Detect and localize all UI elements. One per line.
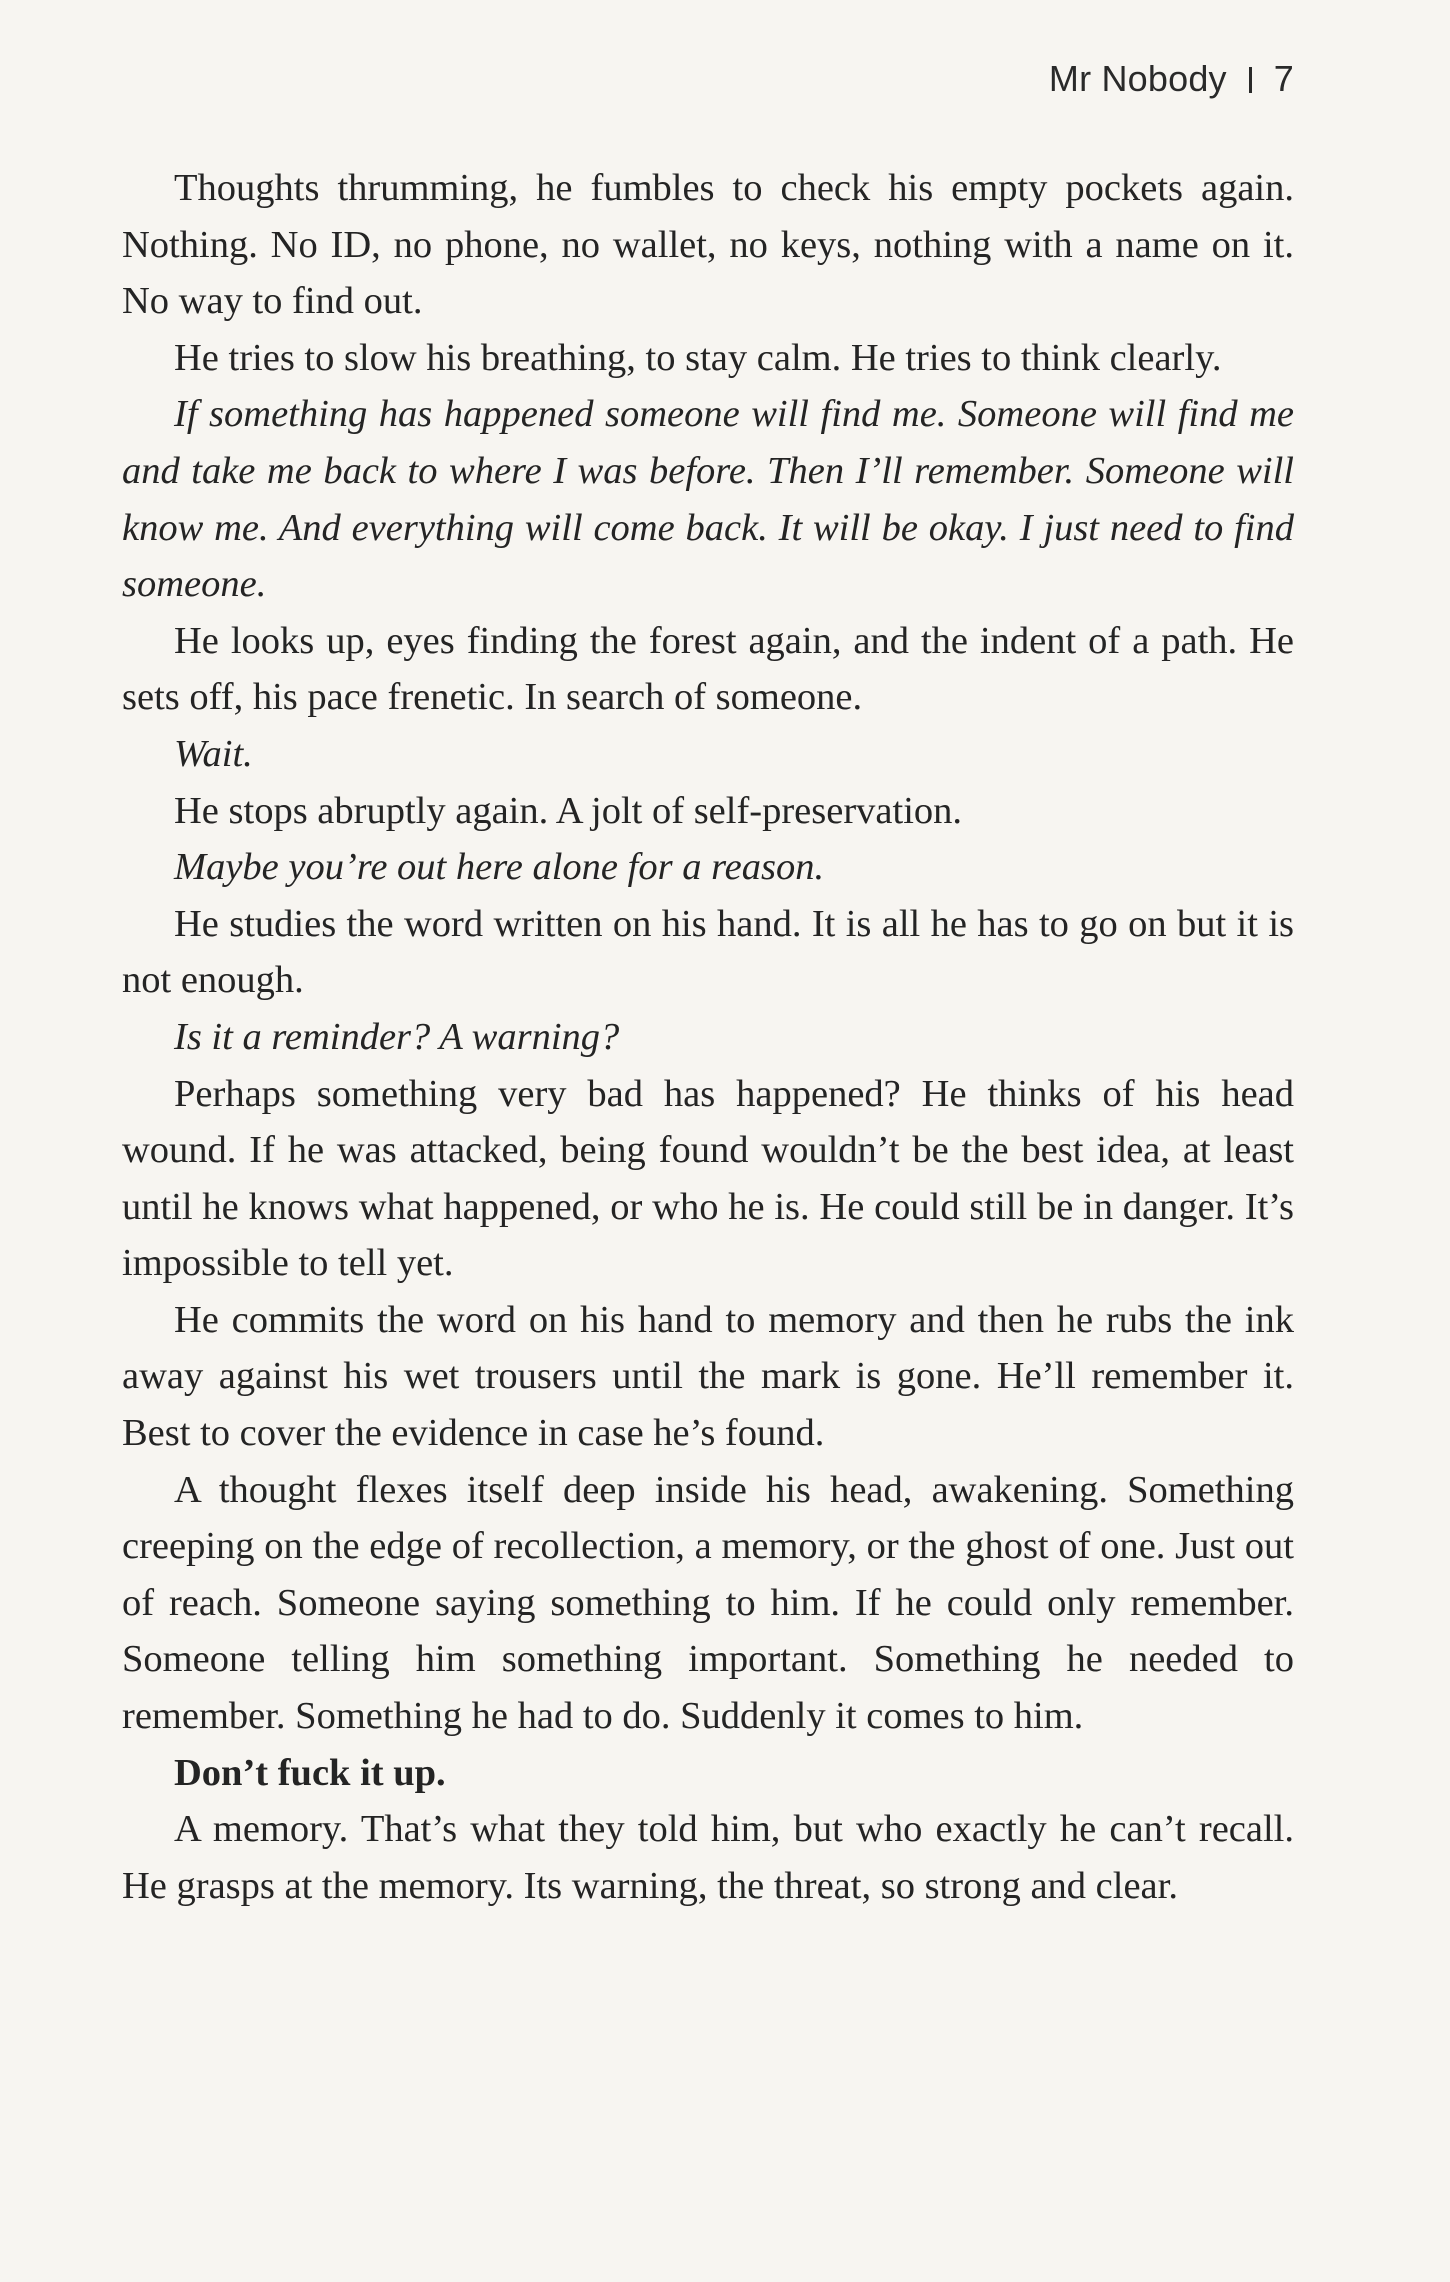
page-number: 7 [1273,58,1294,99]
paragraph-12: A thought flexes itself deep inside his head, awakening. Something creeping on the edge of recollection, a memory, or the ghost of one. Just out of reach. Someone saying something to him. If he could only remember. Someone telling him something important. Something he needed to remember. Something he had to do. Suddenly it comes to him. [122,1468,1294,1738]
paragraph-11: He commits the word on his hand to memory and then he rubs the ink away against his wet trousers until the mark is gone. He’ll remember it. Best to cover the evidence in case he’s found. [122,1298,1294,1455]
paragraph-2: He tries to slow his breathing, to stay calm. He tries to think clearly. [174,336,1222,379]
paragraph-7-thought: Maybe you’re out here alone for a reason. [174,846,825,889]
paragraph-8: He studies the word written on his hand. It is all he has to go on but it is not enough. [122,902,1294,1002]
paragraph-3-thought: If something has happened someone will find me. Someone will find me and take me back to where I was before. Then I’ll remember. Someone will know me. And everything will come back. It will be okay. I just need to find someone. [122,393,1294,606]
header-separator [1249,67,1252,93]
paragraph-1: Thoughts thrumming, he fumbles to check his empty pockets again. Nothing. No ID, no phone, no wallet, no keys, nothing with a name on it. No way to find out. [122,167,1294,323]
paragraph-10: Perhaps something very bad has happened? He thinks of his head wound. If he was attacked, being found wouldn’t be the best idea, at least until he knows what happened, or who he is. He could still be in danger. It’s impossible to tell yet. [122,1072,1294,1285]
paragraph-6: He stops abruptly again. A jolt of self-preservation. [174,789,963,832]
running-title: Mr Nobody [1048,58,1227,99]
paragraph-4: He looks up, eyes finding the forest again, and the indent of a path. He sets off, his pace frenetic. In search of someone. [122,619,1294,719]
paragraph-13-memory: Don’t fuck it up. [174,1751,446,1794]
paragraph-9-thought: Is it a reminder? A warning? [174,1015,620,1058]
body-text [122,160,1294,1914]
paragraph-5-thought: Wait. [174,732,253,775]
running-head [1049,58,1294,100]
paragraph-14: A memory. That’s what they told him, but who exactly he can’t recall. He grasps at the memory. Its warning, the threat, so strong and clear. [122,1808,1294,1907]
